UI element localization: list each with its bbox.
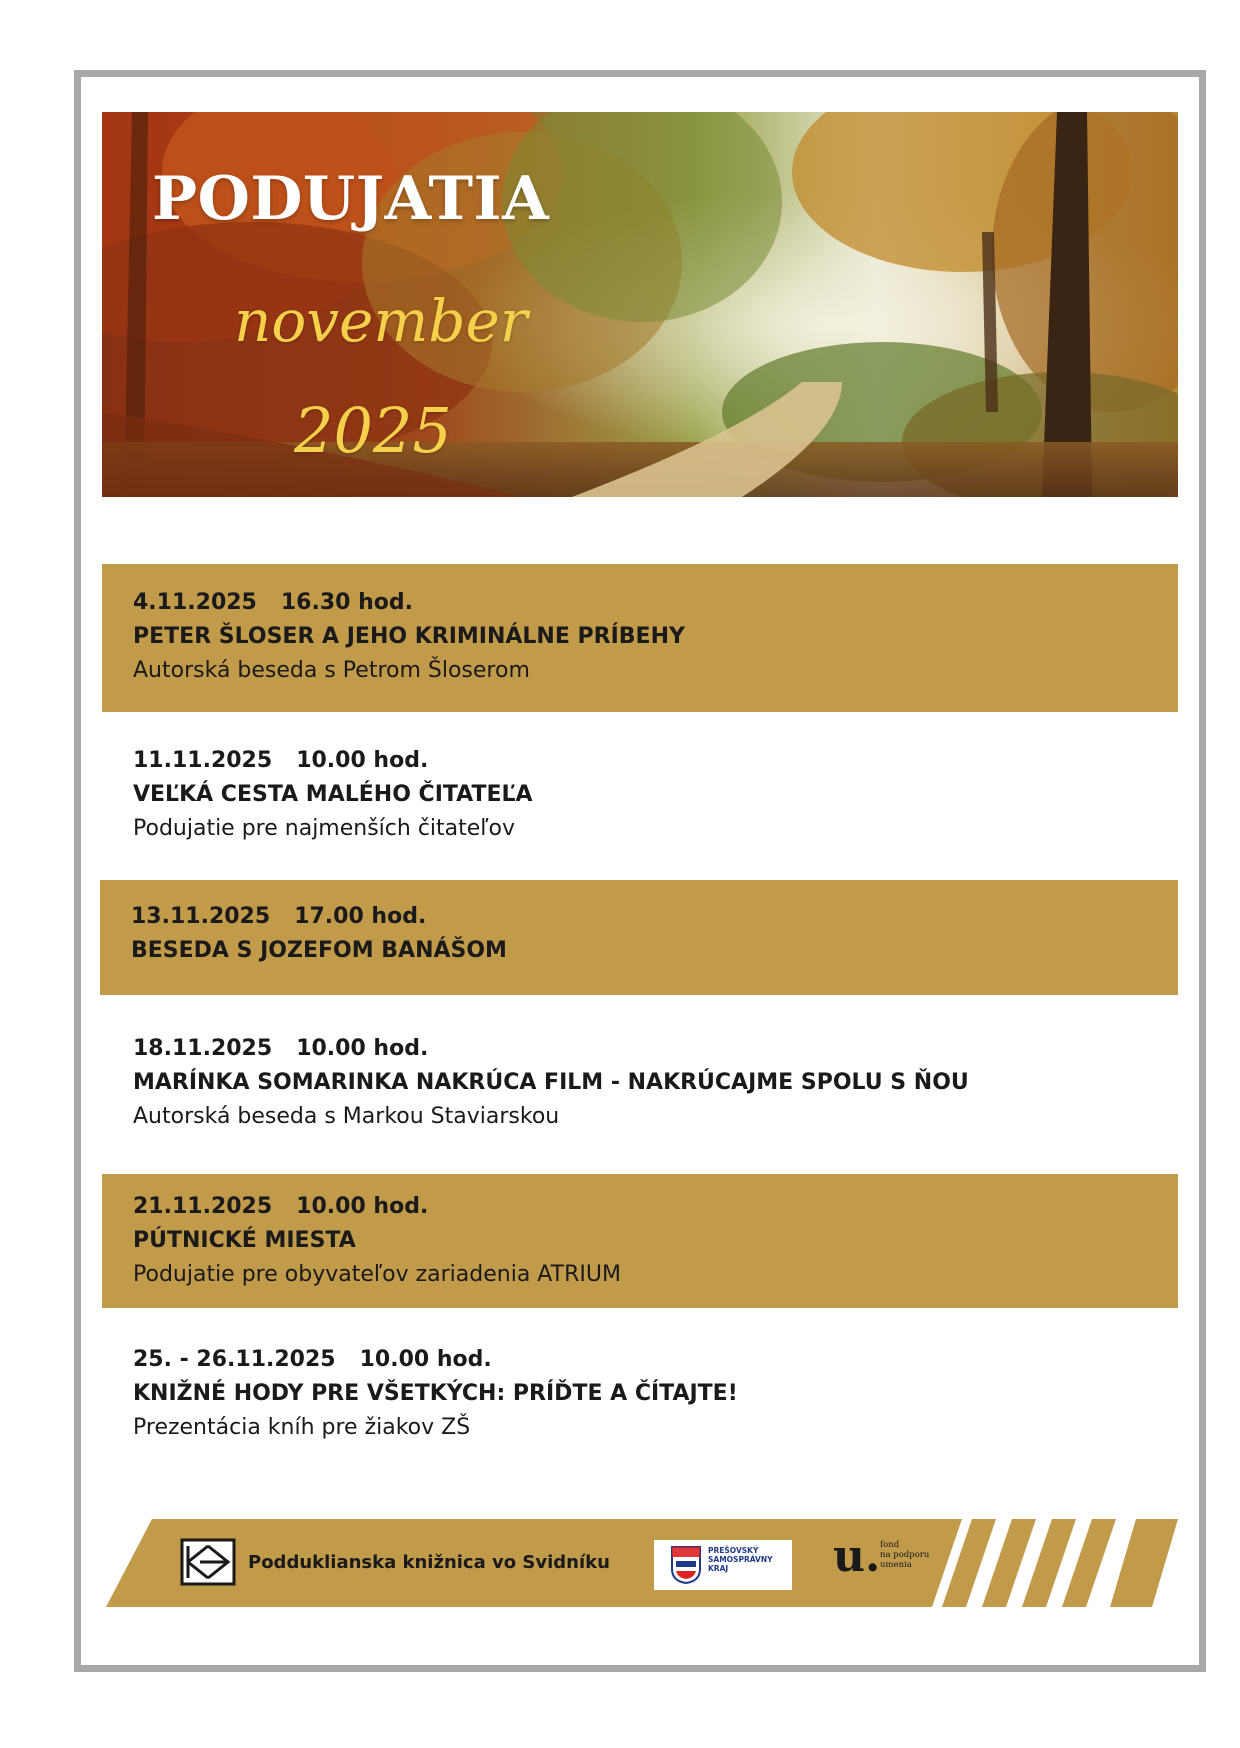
event-date: 25. - 26.11.2025 (133, 1347, 336, 1372)
month-label: november (234, 287, 528, 355)
fpu-logo-mark: u. (833, 1531, 881, 1582)
event-time: 16.30 hod. (280, 590, 414, 615)
psk-name: PREŠOVSKÝ SAMOSPRÁVNY KRAJ (708, 1546, 773, 1573)
event-time: 10.00 hod. (296, 748, 429, 773)
event-title: PÚTNICKÉ MIESTA (133, 1228, 356, 1253)
psk-logo (654, 1540, 792, 1590)
event-item (100, 880, 1178, 995)
event-time: 10.00 hod. (296, 1036, 429, 1061)
event-time: 10.00 hod. (359, 1347, 492, 1372)
event-time: 17.00 hod. (294, 904, 427, 929)
fpu-name: fond na podporu umenia (880, 1540, 930, 1570)
library-name: Podduklianska knižnica vo Svidníku (248, 1552, 610, 1573)
hero-banner (102, 112, 1178, 497)
event-title: VEĽKÁ CESTA MALÉHO ČITATEĽA (133, 782, 533, 807)
event-description: Autorská beseda s Petrom Šloserom (133, 658, 530, 683)
event-title: BESEDA S JOZEFOM BANÁŠOM (131, 938, 507, 963)
event-date: 11.11.2025 (133, 748, 273, 773)
event-date: 18.11.2025 (133, 1036, 273, 1061)
event-date: 13.11.2025 (131, 904, 271, 929)
event-description: Podujatie pre obyvateľov zariadenia ATRIUM (133, 1262, 621, 1287)
library-logo-icon (180, 1538, 236, 1586)
event-item (102, 1174, 1178, 1308)
event-datetime (133, 748, 428, 773)
event-title: KNIŽNÉ HODY PRE VŠETKÝCH: PRÍĎTE A ČÍTAJTE! (133, 1381, 738, 1406)
event-date: 4.11.2025 (133, 590, 257, 615)
footer-band (106, 1519, 1178, 1607)
event-item (102, 722, 1178, 870)
event-date: 21.11.2025 (133, 1194, 273, 1219)
event-title: MARÍNKA SOMARINKA NAKRÚCA FILM - NAKRÚCAJME SPOLU S ŇOU (133, 1070, 969, 1095)
event-description: Prezentácia kníh pre žiakov ZŠ (133, 1415, 471, 1440)
event-description: Autorská beseda s Markou Staviarskou (133, 1104, 560, 1129)
event-datetime (133, 1194, 428, 1219)
psk-shield-icon (670, 1545, 702, 1585)
event-item (102, 1325, 1178, 1475)
event-datetime (133, 1036, 428, 1061)
event-time: 10.00 hod. (296, 1194, 429, 1219)
event-item (102, 1010, 1178, 1160)
year-label: 2025 (294, 394, 452, 467)
event-title: PETER ŠLOSER A JEHO KRIMINÁLNE PRÍBEHY (133, 624, 685, 649)
event-item (102, 564, 1178, 712)
event-datetime (133, 590, 413, 615)
event-datetime (133, 1347, 492, 1372)
event-datetime (131, 904, 426, 929)
event-description: Podujatie pre najmenších čitateľov (133, 816, 516, 841)
page-title: PODUJATIA (152, 164, 550, 234)
